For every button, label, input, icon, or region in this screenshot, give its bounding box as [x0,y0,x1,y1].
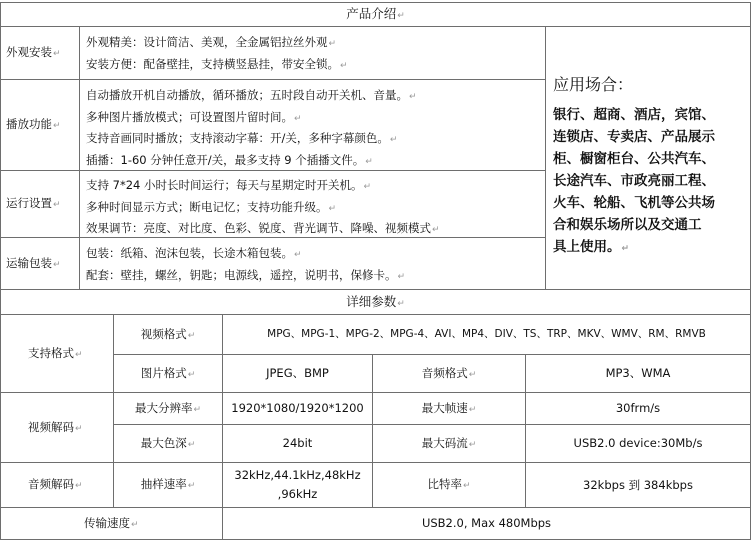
audio-format-label: 音频格式 ↵ [373,355,525,392]
video-format-label: 视频格式 ↵ [114,315,222,354]
video-decode-label: 视频解码 ↵ [24,393,113,462]
section-content-appearance [86,33,542,76]
application-block [553,74,749,260]
max-resolution-label: 最大分辨率 ↵ [114,393,222,424]
section-content-packaging [86,244,542,287]
detail-params-header: 详细参数 ↵ [0,290,751,314]
content-line: 自动播放开机自动播放，循环播放；五时段自动开关机、音量。 ↵ [86,86,542,108]
section-content-operation [86,176,542,241]
section-label-appearance: 外观安装 ↵ [2,27,79,79]
application-line: 柜、橱窗柜台、公共汽车、 [553,151,715,167]
max-bitrate-label: 最大码流 ↵ [373,425,525,462]
content-line: 插播：1-60 分钟任意开/关，最多支持 9 个插播文件。 ↵ [86,151,542,173]
application-line: 具上使用。 ↵ [553,236,749,260]
section-content-playback [86,86,542,172]
sample-rate-value: 32kHz,44.1kHz,48kHz ,96kHz [234,468,361,501]
application-line: 长途汽车、市政亮丽工程、 [553,173,715,189]
image-format-value: JPEG、BMP [266,366,329,381]
max-resolution-value: 1920*1080/1920*1200 [231,401,364,416]
content-line: 支持 7*24 小时长时间运行；每天与星期定时开关机。 ↵ [86,176,542,198]
transfer-speed-label: 传输速度 ↵ [80,508,222,539]
application-title: 应用场合： [553,75,634,94]
audio-bitrate-label: 比特率 ↵ [373,463,525,507]
application-line: 火车、轮船、飞机等公共场 [553,195,715,211]
sample-rate-label: 抽样速率 ↵ [114,463,222,507]
section-label-operation: 运行设置 ↵ [2,171,79,237]
max-color-depth-value: 24bit [282,436,313,451]
application-line: 合和娱乐场所以及交通工 [553,217,702,233]
max-color-depth-label: 最大色深 ↵ [114,425,222,462]
max-bitrate-value: USB2.0 device:30Mb/s [573,436,703,451]
section-label-packaging: 运输包装 ↵ [2,238,79,289]
content-line: 支持音画同时播放；支持滚动字幕：开/关，多种字幕颜色。 ↵ [86,129,542,151]
audio-format-value: MP3、WMA [605,366,671,381]
application-line: 银行、超商、酒店，宾馆、 [553,107,715,123]
section-label-playback: 播放功能 ↵ [2,80,79,170]
content-line: 效果调节：亮度、对比度、色彩、锐度、背光调节、降噪、视频模式 ↵ [86,219,542,241]
audio-decode-label: 音频解码 ↵ [24,463,113,507]
transfer-speed-value: USB2.0, Max 480Mbps [421,516,552,531]
content-line: 安装方便：配备壁挂，支持横竖悬挂，带安全锁。 ↵ [86,55,542,77]
max-framerate-label: 最大帧速 ↵ [373,393,525,424]
content-line: 多种时间显示方式；断电记忆；支持功能升级。 ↵ [86,198,542,220]
content-line: 多种图片播放模式；可设置图片留时间。 ↵ [86,108,542,130]
audio-bitrate-value: 32kbps 到 384kbps [583,477,693,492]
video-format-value: MPG、MPG-1、MPG-2、MPG-4、AVI、MP4、DIV、TS、TRP、MKV、WMV、RM、RMVB [267,327,706,340]
content-line: 外观精美：设计简洁、美观，全金属铝拉丝外观 ↵ [86,33,542,55]
max-framerate-value: 30frm/s [615,401,661,416]
product-intro-header: 产品介绍 ↵ [0,3,751,26]
image-format-label: 图片格式 ↵ [114,355,222,392]
support-format-label: 支持格式 ↵ [24,315,113,392]
content-line: 包装：纸箱、泡沫包装，长途木箱包装。 ↵ [86,244,542,266]
application-line: 连锁店、专卖店、产品展示 [553,129,715,145]
content-line: 配套：壁挂，螺丝，钥匙；电源线，遥控，说明书，保修卡。 ↵ [86,266,542,288]
